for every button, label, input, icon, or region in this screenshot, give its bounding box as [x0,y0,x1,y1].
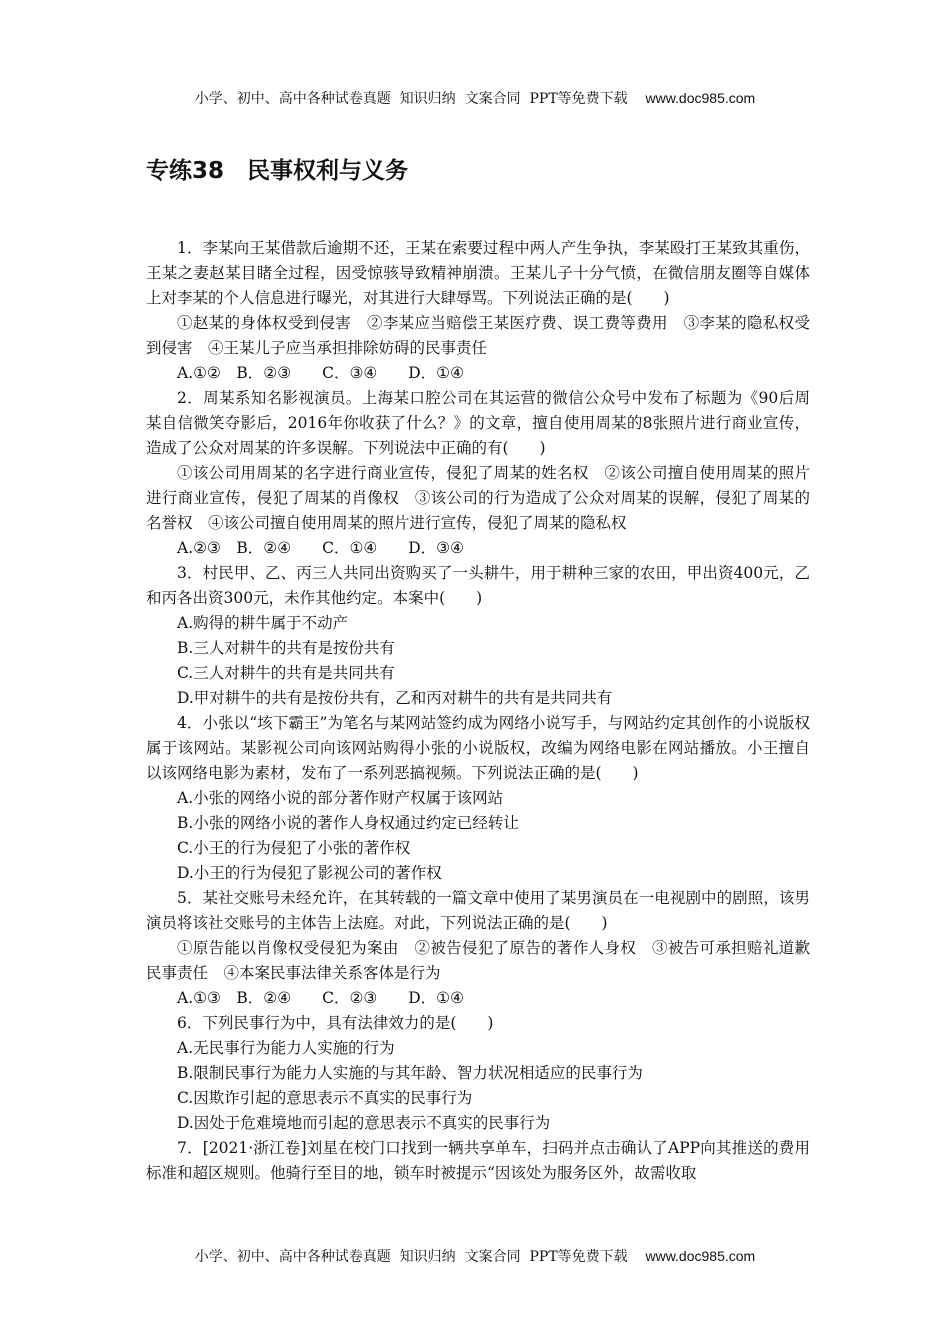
header-tagline: 小学、初中、高中各种试卷真题 知识归纳 文案合同 PPT等免费下载 [194,91,628,107]
question-4-option-c: C.小王的行为侵犯了小张的著作权 [177,839,411,857]
footer-tagline: 小学、初中、高中各种试卷真题 知识归纳 文案合同 PPT等免费下载 [194,1249,628,1265]
page-header [0,88,950,108]
question-6-stem: 6．下列民事行为中，具有法律效力的是( ) [177,1014,494,1032]
question-6-option-d: D.因处于危难境地而引起的意思表示不真实的民事行为 [177,1114,551,1132]
question-6-option-b: B.限制民事行为能力人实施的与其年龄、智力状况相适应的民事行为 [177,1064,643,1082]
question-4-option-a: A.小张的网络小说的部分著作财产权属于该网站 [177,789,504,807]
question-5-statements: ①原告能以肖像权受侵犯为案由 ②被告侵犯了原告的著作人身权 ③被告可承担赔礼道歉民事责任 ④本案民事法律关系客体是行为 [146,939,810,982]
question-5-stem: 5．某社交账号未经允许，在其转载的一篇文章中使用了某男演员在一电视剧中的剧照，该男演员将该社交账号的主体告上法庭。对此，下列说法正确的是( ) [146,889,810,932]
question-4-option-d: D.小王的行为侵犯了影视公司的著作权 [177,864,442,882]
header-site-link[interactable]: www.doc985.com [645,90,756,106]
question-7-stem: 7．[2021·浙江卷]刘星在校门口找到一辆共享单车，扫码并点击确认了APP向其推送的费用标准和超区规则。他骑行至目的地，锁车时被提示“因该处为服务区外，故需收取 [146,1139,810,1182]
question-6-option-c: C.因欺诈引起的意思表示不真实的民事行为 [177,1089,473,1107]
question-6-option-a: A.无民事行为能力人实施的行为 [177,1039,395,1057]
question-1-stem: 1．李某向王某借款后逾期不还，王某在索要过程中两人产生争执，李某殴打王某致其重伤，王某之妻赵某目睹全过程，因受惊骇导致精神崩溃。王某儿子十分气愤，在微信朋友圈等自媒体上对李某的个人信息进行曝光，对其进行大肆辱骂。下列说法正确的是( ) [146,239,810,307]
question-4-option-b: B.小张的网络小说的著作人身权通过约定已经转让 [177,814,519,832]
question-2-options: A.②③ B．②④ C．①④ D．③④ [177,539,464,557]
footer-site-link[interactable]: www.doc985.com [645,1248,756,1264]
question-1-options: A.①② B．②③ C．③④ D．①④ [177,364,464,382]
question-3-option-b: B.三人对耕牛的共有是按份共有 [177,639,395,657]
question-2-statements: ①该公司用周某的名字进行商业宣传，侵犯了周某的姓名权 ②该公司擅自使用周某的照片进行商业宣传，侵犯了周某的肖像权 ③该公司的行为造成了公众对周某的误解，侵犯了周某的名誉权 ④该公司擅自使用周某的照片进行宣传，侵犯了周某的隐私权 [146,464,810,532]
question-3-stem: 3．村民甲、乙、丙三人共同出资购买了一头耕牛，用于耕种三家的农田，甲出资400元，乙和丙各出资300元，未作其他约定。本案中( ) [146,564,810,607]
question-1-statements: ①赵某的身体权受到侵害 ②李某应当赔偿王某医疗费、误工费等费用 ③李某的隐私权受到侵害 ④王某儿子应当承担排除妨碍的民事责任 [146,314,810,357]
question-3-option-d: D.甲对耕牛的共有是按份共有，乙和丙对耕牛的共有是共同共有 [177,689,613,707]
question-4-stem: 4．小张以“垓下霸王”为笔名与某网站签约成为网络小说写手，与网站约定其创作的小说版权属于该网站。某影视公司向该网站购得小张的小说版权，改编为网络电影在网站播放。小王擅自以该网络电影为素材，发布了一系列恶搞视频。下列说法正确的是( ) [146,714,810,782]
document-body [146,236,810,1186]
question-5-options: A.①③ B．②④ C．②③ D．①④ [177,989,464,1007]
page-title: 专练38 民事权利与义务 [146,158,409,184]
question-2-stem: 2．周某系知名影视演员。上海某口腔公司在其运营的微信公众号中发布了标题为《90后周某自信微笑夺影后，2016年你收获了什么？》的文章，擅自使用周某的8张照片进行商业宣传，造成了公众对周某的许多误解。下列说法中正确的有( ) [146,389,810,457]
question-3-option-a: A.购得的耕牛属于不动产 [177,614,349,632]
question-3-option-c: C.三人对耕牛的共有是共同共有 [177,664,395,682]
page-footer [0,1246,950,1266]
